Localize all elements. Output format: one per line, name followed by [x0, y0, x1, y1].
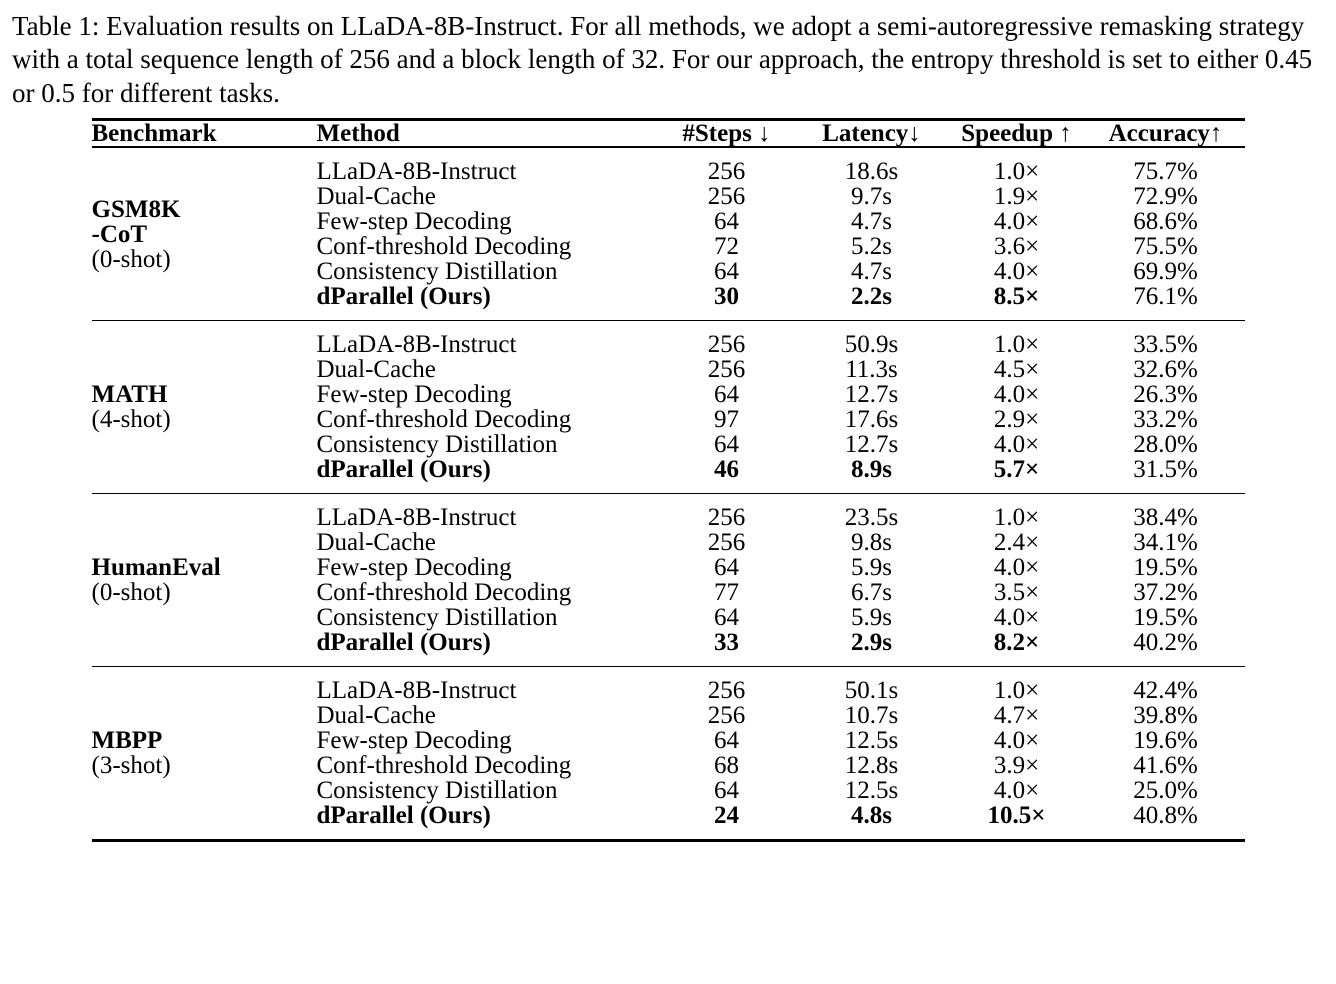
latency-cell: 2.2s: [851, 283, 892, 311]
steps-cell: 256: [657, 667, 797, 704]
latency-cell: 12.5s: [844, 727, 899, 755]
speedup-cell: 2.4×: [993, 529, 1040, 557]
steps-cell: 64: [714, 604, 739, 632]
latency-cell: 10.7s: [844, 702, 899, 730]
speedup-cell: 8.2×: [993, 629, 1040, 657]
table-bottom-rule: [92, 841, 1245, 843]
latency-cell: 9.7s: [851, 183, 892, 211]
steps-cell: 256: [657, 494, 797, 531]
speedup-cell: 4.0×: [993, 431, 1040, 459]
column-header-steps: #Steps ↓: [657, 120, 797, 148]
benchmark-shot: (0-shot): [91, 579, 171, 607]
method-cell: dParallel (Ours): [316, 283, 491, 311]
latency-cell: 2.9s: [851, 629, 892, 657]
table-header: [92, 120, 1245, 148]
latency-cell: 5.9s: [851, 604, 892, 632]
steps-cell: 97: [714, 406, 739, 434]
accuracy-cell: 32.6%: [1133, 356, 1198, 384]
steps-cell: 24: [714, 802, 739, 830]
steps-cell: 46: [714, 456, 739, 484]
column-header-benchmark: Benchmark: [92, 120, 317, 148]
method-cell: LLaDA-8B-Instruct: [317, 321, 657, 358]
accuracy-cell: 19.6%: [1133, 727, 1198, 755]
accuracy-cell: 25.0%: [1133, 777, 1198, 805]
latency-cell: 8.9s: [851, 456, 892, 484]
steps-cell: 64: [714, 381, 739, 409]
latency-cell: 12.7s: [844, 381, 899, 409]
speedup-cell: 1.0×: [947, 321, 1087, 358]
latency-cell: 12.5s: [844, 777, 899, 805]
speedup-cell: 4.0×: [993, 208, 1040, 236]
speedup-cell: 1.0×: [947, 667, 1087, 704]
benchmark-shot: (3-shot): [91, 752, 171, 780]
benchmark-cell: [92, 321, 317, 494]
benchmark-name-line2: -CoT: [91, 220, 148, 248]
method-cell: LLaDA-8B-Instruct: [317, 667, 657, 704]
speedup-cell: 4.0×: [993, 604, 1040, 632]
accuracy-cell: 75.7%: [1087, 147, 1245, 184]
latency-cell: 11.3s: [845, 356, 898, 384]
speedup-cell: 3.6×: [993, 233, 1040, 261]
method-cell: Few-step Decoding: [316, 208, 512, 236]
speedup-cell: 1.0×: [947, 494, 1087, 531]
accuracy-cell: 26.3%: [1133, 381, 1198, 409]
speedup-cell: 3.9×: [993, 752, 1040, 780]
accuracy-cell: 40.2%: [1133, 629, 1198, 657]
steps-cell: 256: [707, 183, 746, 211]
column-header-accuracy: Accuracy↑: [1087, 120, 1245, 148]
table-header-row: [92, 120, 1245, 148]
latency-cell: 9.8s: [851, 529, 892, 557]
latency-cell: 4.7s: [851, 208, 892, 236]
accuracy-cell: 34.1%: [1133, 529, 1198, 557]
accuracy-cell: 40.8%: [1133, 802, 1198, 830]
steps-cell: 256: [707, 356, 746, 384]
speedup-cell: 4.5×: [993, 356, 1040, 384]
steps-cell: 72: [714, 233, 739, 261]
method-cell: LLaDA-8B-Instruct: [317, 494, 657, 531]
method-cell: dParallel (Ours): [316, 629, 491, 657]
benchmark-cell: [92, 667, 317, 841]
speedup-cell: 1.9×: [993, 183, 1040, 211]
accuracy-cell: 33.5%: [1087, 321, 1245, 358]
accuracy-cell: 37.2%: [1133, 579, 1198, 607]
accuracy-cell: 75.5%: [1133, 233, 1198, 261]
benchmark-name: HumanEval: [91, 554, 221, 582]
speedup-cell: 10.5×: [987, 802, 1046, 830]
accuracy-cell: 33.2%: [1133, 406, 1198, 434]
column-header-latency: Latency↓: [797, 120, 947, 148]
method-cell: Conf-threshold Decoding: [316, 406, 572, 434]
method-cell: dParallel (Ours): [316, 456, 491, 484]
speedup-cell: 4.0×: [993, 777, 1040, 805]
steps-cell: 256: [707, 702, 746, 730]
method-cell: Dual-Cache: [316, 529, 436, 557]
steps-cell: 256: [657, 147, 797, 184]
speedup-cell: 4.0×: [993, 381, 1040, 409]
steps-cell: 30: [714, 283, 739, 311]
benchmark-cell: [92, 147, 317, 321]
steps-cell: 33: [714, 629, 739, 657]
accuracy-cell: 38.4%: [1087, 494, 1245, 531]
column-header-method: Method: [317, 120, 657, 148]
method-cell: Consistency Distillation: [316, 604, 558, 632]
method-cell: Dual-Cache: [316, 356, 436, 384]
accuracy-cell: 19.5%: [1133, 554, 1198, 582]
accuracy-cell: 42.4%: [1087, 667, 1245, 704]
steps-cell: 256: [657, 321, 797, 358]
column-header-speedup: Speedup ↑: [947, 120, 1087, 148]
benchmark-cell: [92, 494, 317, 667]
table-row: [92, 667, 1245, 704]
accuracy-cell: 68.6%: [1133, 208, 1198, 236]
speedup-cell: 8.5×: [993, 283, 1040, 311]
benchmark-name: GSM8K: [91, 195, 181, 223]
benchmark-name: MBPP: [91, 727, 163, 755]
latency-cell: 5.9s: [851, 554, 892, 582]
speedup-cell: 2.9×: [993, 406, 1040, 434]
speedup-cell: 4.0×: [993, 727, 1040, 755]
evaluation-results-table: [92, 118, 1245, 842]
method-cell: Consistency Distillation: [316, 777, 558, 805]
latency-cell: 5.2s: [851, 233, 892, 261]
accuracy-cell: 69.9%: [1133, 258, 1198, 286]
method-cell: Conf-threshold Decoding: [316, 752, 572, 780]
latency-cell: 50.9s: [797, 321, 947, 358]
steps-cell: 64: [714, 431, 739, 459]
accuracy-cell: 31.5%: [1133, 456, 1198, 484]
latency-cell: 23.5s: [797, 494, 947, 531]
latency-cell: 12.8s: [844, 752, 899, 780]
accuracy-cell: 39.8%: [1133, 702, 1198, 730]
speedup-cell: 4.0×: [993, 258, 1040, 286]
table-row: [92, 321, 1245, 358]
speedup-cell: 5.7×: [993, 456, 1040, 484]
benchmark-shot: (0-shot): [91, 245, 171, 273]
method-cell: Consistency Distillation: [316, 431, 558, 459]
method-cell: dParallel (Ours): [316, 802, 491, 830]
method-cell: Dual-Cache: [316, 702, 436, 730]
accuracy-cell: 19.5%: [1133, 604, 1198, 632]
method-cell: Few-step Decoding: [316, 381, 512, 409]
steps-cell: 64: [714, 777, 739, 805]
table-body: [92, 147, 1245, 842]
accuracy-cell: 41.6%: [1133, 752, 1198, 780]
latency-cell: 4.7s: [851, 258, 892, 286]
latency-cell: 50.1s: [797, 667, 947, 704]
speedup-cell: 4.0×: [993, 554, 1040, 582]
table-caption: Table 1: Evaluation results on LLaDA-8B-Instruct. For all methods, we adopt a semi-autoregressive remasking strategy with a total sequence length of 256 and a block length of 32. For our approach, the entropy threshold is set to either 0.45 or 0.5 for different tasks.: [12, 11, 1313, 108]
steps-cell: 64: [714, 208, 739, 236]
steps-cell: 256: [707, 529, 746, 557]
latency-cell: 6.7s: [851, 579, 892, 607]
method-cell: Dual-Cache: [316, 183, 436, 211]
method-cell: Consistency Distillation: [316, 258, 558, 286]
benchmark-name: MATH: [91, 381, 168, 409]
method-cell: Few-step Decoding: [316, 554, 512, 582]
steps-cell: 68: [714, 752, 739, 780]
speedup-cell: 4.7×: [993, 702, 1040, 730]
method-cell: Few-step Decoding: [316, 727, 512, 755]
method-cell: Conf-threshold Decoding: [316, 233, 572, 261]
latency-cell: 12.7s: [844, 431, 899, 459]
steps-cell: 64: [714, 727, 739, 755]
accuracy-cell: 28.0%: [1133, 431, 1198, 459]
bottom-rule-cell: [92, 841, 1245, 843]
speedup-cell: 3.5×: [993, 579, 1040, 607]
steps-cell: 64: [714, 554, 739, 582]
table-row: [92, 494, 1245, 531]
latency-cell: 17.6s: [844, 406, 899, 434]
steps-cell: 64: [714, 258, 739, 286]
accuracy-cell: 76.1%: [1133, 283, 1198, 311]
benchmark-shot: (4-shot): [91, 406, 171, 434]
latency-cell: 18.6s: [797, 147, 947, 184]
speedup-cell: 1.0×: [947, 147, 1087, 184]
accuracy-cell: 72.9%: [1133, 183, 1198, 211]
steps-cell: 77: [714, 579, 739, 607]
method-cell: Conf-threshold Decoding: [316, 579, 572, 607]
latency-cell: 4.8s: [851, 802, 892, 830]
table-row: [92, 147, 1245, 184]
method-cell: LLaDA-8B-Instruct: [317, 147, 657, 184]
